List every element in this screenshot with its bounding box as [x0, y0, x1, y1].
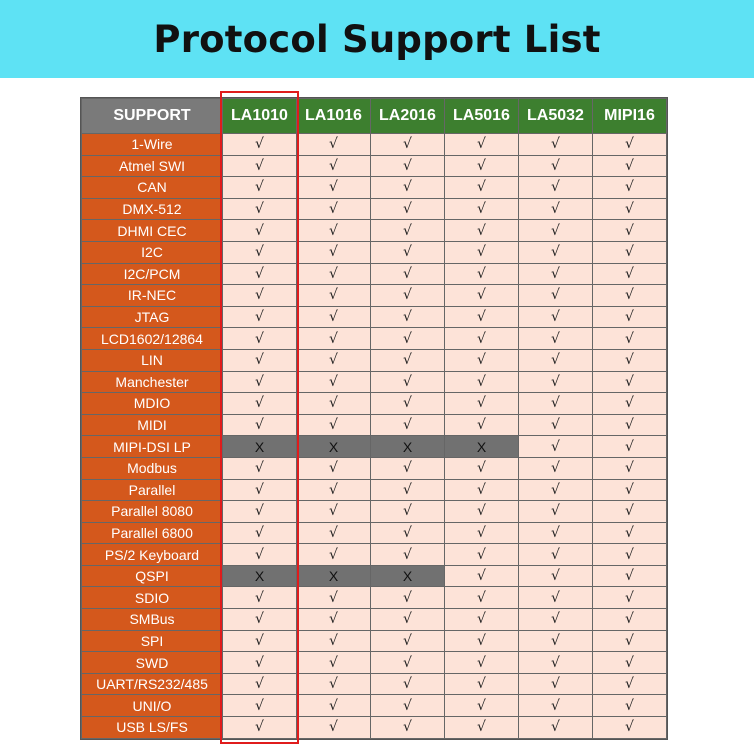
protocol-name: Modbus [82, 457, 223, 479]
supported-check-icon: √ [297, 306, 371, 328]
supported-check-icon: √ [223, 501, 297, 523]
supported-check-icon: √ [297, 673, 371, 695]
table-row [82, 349, 667, 371]
header-row [82, 99, 667, 134]
protocol-support-table [81, 98, 667, 739]
supported-check-icon: √ [223, 155, 297, 177]
supported-check-icon: √ [519, 717, 593, 739]
supported-check-icon: √ [297, 717, 371, 739]
supported-check-icon: √ [297, 544, 371, 566]
supported-check-icon: √ [445, 220, 519, 242]
protocol-name: SPI [82, 630, 223, 652]
supported-check-icon: √ [519, 134, 593, 156]
protocol-name: SDIO [82, 587, 223, 609]
supported-check-icon: √ [223, 630, 297, 652]
protocol-name: SWD [82, 652, 223, 674]
supported-check-icon: √ [371, 198, 445, 220]
table-row [82, 501, 667, 523]
supported-check-icon: √ [223, 414, 297, 436]
protocol-name: DMX-512 [82, 198, 223, 220]
table-body [82, 134, 667, 739]
supported-check-icon: √ [297, 479, 371, 501]
supported-check-icon: √ [297, 371, 371, 393]
unsupported-mark: X [371, 565, 445, 587]
protocol-name: IR-NEC [82, 285, 223, 307]
supported-check-icon: √ [445, 565, 519, 587]
page-title: Protocol Support List [153, 17, 601, 61]
supported-check-icon: √ [445, 263, 519, 285]
supported-check-icon: √ [297, 609, 371, 631]
supported-check-icon: √ [593, 501, 667, 523]
supported-check-icon: √ [445, 241, 519, 263]
protocol-name: CAN [82, 177, 223, 199]
supported-check-icon: √ [519, 198, 593, 220]
table-row [82, 522, 667, 544]
supported-check-icon: √ [371, 414, 445, 436]
supported-check-icon: √ [593, 134, 667, 156]
supported-check-icon: √ [519, 501, 593, 523]
supported-check-icon: √ [297, 241, 371, 263]
table-row [82, 134, 667, 156]
supported-check-icon: √ [297, 501, 371, 523]
supported-check-icon: √ [593, 630, 667, 652]
supported-check-icon: √ [593, 328, 667, 350]
protocol-name: JTAG [82, 306, 223, 328]
supported-check-icon: √ [371, 673, 445, 695]
table-row [82, 544, 667, 566]
supported-check-icon: √ [519, 587, 593, 609]
supported-check-icon: √ [223, 134, 297, 156]
supported-check-icon: √ [371, 155, 445, 177]
protocol-name: Atmel SWI [82, 155, 223, 177]
model-header-la5016: LA5016 [445, 99, 519, 134]
supported-check-icon: √ [371, 630, 445, 652]
supported-check-icon: √ [593, 177, 667, 199]
table-row [82, 177, 667, 199]
supported-check-icon: √ [445, 695, 519, 717]
supported-check-icon: √ [445, 630, 519, 652]
protocol-name: MDIO [82, 393, 223, 415]
unsupported-mark: X [297, 565, 371, 587]
supported-check-icon: √ [371, 220, 445, 242]
supported-check-icon: √ [445, 544, 519, 566]
supported-check-icon: √ [371, 587, 445, 609]
supported-check-icon: √ [223, 285, 297, 307]
supported-check-icon: √ [445, 717, 519, 739]
supported-check-icon: √ [297, 695, 371, 717]
supported-check-icon: √ [519, 544, 593, 566]
supported-check-icon: √ [445, 522, 519, 544]
protocol-name: LIN [82, 349, 223, 371]
table-row [82, 479, 667, 501]
protocol-name: Parallel [82, 479, 223, 501]
protocol-name: MIPI-DSI LP [82, 436, 223, 458]
supported-check-icon: √ [593, 263, 667, 285]
protocol-name: I2C [82, 241, 223, 263]
supported-check-icon: √ [445, 328, 519, 350]
supported-check-icon: √ [519, 414, 593, 436]
table-row [82, 306, 667, 328]
supported-check-icon: √ [445, 155, 519, 177]
model-header-mipi16: MIPI16 [593, 99, 667, 134]
supported-check-icon: √ [371, 306, 445, 328]
protocol-name: Parallel 6800 [82, 522, 223, 544]
supported-check-icon: √ [445, 285, 519, 307]
supported-check-icon: √ [371, 241, 445, 263]
protocol-name: 1-Wire [82, 134, 223, 156]
supported-check-icon: √ [371, 695, 445, 717]
supported-check-icon: √ [593, 609, 667, 631]
supported-check-icon: √ [519, 328, 593, 350]
protocol-name: Parallel 8080 [82, 501, 223, 523]
supported-check-icon: √ [445, 457, 519, 479]
supported-check-icon: √ [593, 393, 667, 415]
supported-check-icon: √ [445, 134, 519, 156]
supported-check-icon: √ [519, 673, 593, 695]
table-row [82, 630, 667, 652]
unsupported-mark: X [297, 436, 371, 458]
table-row [82, 717, 667, 739]
supported-check-icon: √ [593, 285, 667, 307]
unsupported-mark: X [223, 436, 297, 458]
supported-check-icon: √ [519, 393, 593, 415]
supported-check-icon: √ [519, 349, 593, 371]
supported-check-icon: √ [371, 328, 445, 350]
supported-check-icon: √ [593, 220, 667, 242]
supported-check-icon: √ [445, 609, 519, 631]
supported-check-icon: √ [593, 544, 667, 566]
protocol-name: LCD1602/12864 [82, 328, 223, 350]
supported-check-icon: √ [593, 457, 667, 479]
supported-check-icon: √ [223, 306, 297, 328]
supported-check-icon: √ [223, 544, 297, 566]
supported-check-icon: √ [223, 349, 297, 371]
table-row [82, 436, 667, 458]
supported-check-icon: √ [445, 652, 519, 674]
supported-check-icon: √ [371, 457, 445, 479]
supported-check-icon: √ [223, 198, 297, 220]
supported-check-icon: √ [593, 155, 667, 177]
supported-check-icon: √ [371, 717, 445, 739]
table-row [82, 155, 667, 177]
supported-check-icon: √ [297, 177, 371, 199]
supported-check-icon: √ [593, 371, 667, 393]
supported-check-icon: √ [371, 285, 445, 307]
supported-check-icon: √ [371, 349, 445, 371]
supported-check-icon: √ [297, 349, 371, 371]
table-row [82, 328, 667, 350]
model-header-la5032: LA5032 [519, 99, 593, 134]
supported-check-icon: √ [371, 134, 445, 156]
supported-check-icon: √ [297, 155, 371, 177]
supported-check-icon: √ [445, 198, 519, 220]
supported-check-icon: √ [593, 436, 667, 458]
supported-check-icon: √ [223, 587, 297, 609]
supported-check-icon: √ [371, 479, 445, 501]
table-row [82, 457, 667, 479]
supported-check-icon: √ [593, 479, 667, 501]
table-row [82, 609, 667, 631]
supported-check-icon: √ [519, 241, 593, 263]
supported-check-icon: √ [445, 673, 519, 695]
supported-check-icon: √ [223, 241, 297, 263]
supported-check-icon: √ [519, 565, 593, 587]
supported-check-icon: √ [223, 393, 297, 415]
supported-check-icon: √ [593, 414, 667, 436]
supported-check-icon: √ [593, 717, 667, 739]
supported-check-icon: √ [519, 457, 593, 479]
supported-check-icon: √ [445, 501, 519, 523]
supported-check-icon: √ [223, 717, 297, 739]
supported-check-icon: √ [223, 652, 297, 674]
supported-check-icon: √ [371, 652, 445, 674]
supported-check-icon: √ [445, 414, 519, 436]
supported-check-icon: √ [519, 177, 593, 199]
supported-check-icon: √ [223, 522, 297, 544]
supported-check-icon: √ [593, 587, 667, 609]
protocol-name: MIDI [82, 414, 223, 436]
supported-check-icon: √ [519, 522, 593, 544]
table-row [82, 263, 667, 285]
unsupported-mark: X [371, 436, 445, 458]
supported-check-icon: √ [519, 220, 593, 242]
supported-check-icon: √ [593, 652, 667, 674]
supported-check-icon: √ [223, 177, 297, 199]
table-row [82, 652, 667, 674]
supported-check-icon: √ [297, 652, 371, 674]
supported-check-icon: √ [593, 673, 667, 695]
supported-check-icon: √ [297, 630, 371, 652]
supported-check-icon: √ [371, 263, 445, 285]
supported-check-icon: √ [371, 177, 445, 199]
supported-check-icon: √ [371, 371, 445, 393]
support-column-header: SUPPORT [82, 99, 223, 134]
supported-check-icon: √ [297, 393, 371, 415]
protocol-name: Manchester [82, 371, 223, 393]
supported-check-icon: √ [519, 695, 593, 717]
supported-check-icon: √ [297, 457, 371, 479]
supported-check-icon: √ [371, 544, 445, 566]
supported-check-icon: √ [223, 328, 297, 350]
supported-check-icon: √ [519, 479, 593, 501]
supported-check-icon: √ [371, 393, 445, 415]
supported-check-icon: √ [519, 285, 593, 307]
supported-check-icon: √ [519, 371, 593, 393]
supported-check-icon: √ [445, 587, 519, 609]
supported-check-icon: √ [297, 522, 371, 544]
table-row [82, 371, 667, 393]
supported-check-icon: √ [445, 349, 519, 371]
table-row [82, 220, 667, 242]
supported-check-icon: √ [297, 414, 371, 436]
supported-check-icon: √ [223, 371, 297, 393]
supported-check-icon: √ [593, 198, 667, 220]
protocol-name: PS/2 Keyboard [82, 544, 223, 566]
supported-check-icon: √ [519, 652, 593, 674]
supported-check-icon: √ [445, 393, 519, 415]
table-row [82, 587, 667, 609]
protocol-name: I2C/PCM [82, 263, 223, 285]
table-row [82, 241, 667, 263]
supported-check-icon: √ [445, 177, 519, 199]
supported-check-icon: √ [223, 263, 297, 285]
supported-check-icon: √ [371, 501, 445, 523]
supported-check-icon: √ [297, 587, 371, 609]
supported-check-icon: √ [223, 695, 297, 717]
protocol-name: USB LS/FS [82, 717, 223, 739]
supported-check-icon: √ [593, 695, 667, 717]
unsupported-mark: X [445, 436, 519, 458]
supported-check-icon: √ [297, 328, 371, 350]
table-row [82, 565, 667, 587]
supported-check-icon: √ [297, 220, 371, 242]
table-row [82, 198, 667, 220]
supported-check-icon: √ [519, 306, 593, 328]
protocol-name: UART/RS232/485 [82, 673, 223, 695]
supported-check-icon: √ [371, 609, 445, 631]
table-row [82, 695, 667, 717]
supported-check-icon: √ [297, 198, 371, 220]
supported-check-icon: √ [445, 306, 519, 328]
title-banner [0, 0, 754, 78]
protocol-name: QSPI [82, 565, 223, 587]
supported-check-icon: √ [371, 522, 445, 544]
supported-check-icon: √ [519, 630, 593, 652]
supported-check-icon: √ [519, 436, 593, 458]
supported-check-icon: √ [223, 609, 297, 631]
model-header-la2016: LA2016 [371, 99, 445, 134]
protocol-name: UNI/O [82, 695, 223, 717]
supported-check-icon: √ [297, 134, 371, 156]
supported-check-icon: √ [593, 306, 667, 328]
supported-check-icon: √ [223, 673, 297, 695]
protocol-name: SMBus [82, 609, 223, 631]
supported-check-icon: √ [445, 479, 519, 501]
model-header-la1010: LA1010 [223, 99, 297, 134]
table-row [82, 393, 667, 415]
table-row [82, 285, 667, 307]
supported-check-icon: √ [519, 609, 593, 631]
table-row [82, 414, 667, 436]
supported-check-icon: √ [445, 371, 519, 393]
supported-check-icon: √ [519, 155, 593, 177]
supported-check-icon: √ [593, 349, 667, 371]
supported-check-icon: √ [223, 457, 297, 479]
supported-check-icon: √ [593, 522, 667, 544]
supported-check-icon: √ [223, 479, 297, 501]
supported-check-icon: √ [519, 263, 593, 285]
supported-check-icon: √ [593, 565, 667, 587]
support-table-wrapper [80, 97, 668, 740]
supported-check-icon: √ [593, 241, 667, 263]
unsupported-mark: X [223, 565, 297, 587]
protocol-name: DHMI CEC [82, 220, 223, 242]
table-row [82, 673, 667, 695]
supported-check-icon: √ [223, 220, 297, 242]
supported-check-icon: √ [297, 263, 371, 285]
model-header-la1016: LA1016 [297, 99, 371, 134]
supported-check-icon: √ [297, 285, 371, 307]
